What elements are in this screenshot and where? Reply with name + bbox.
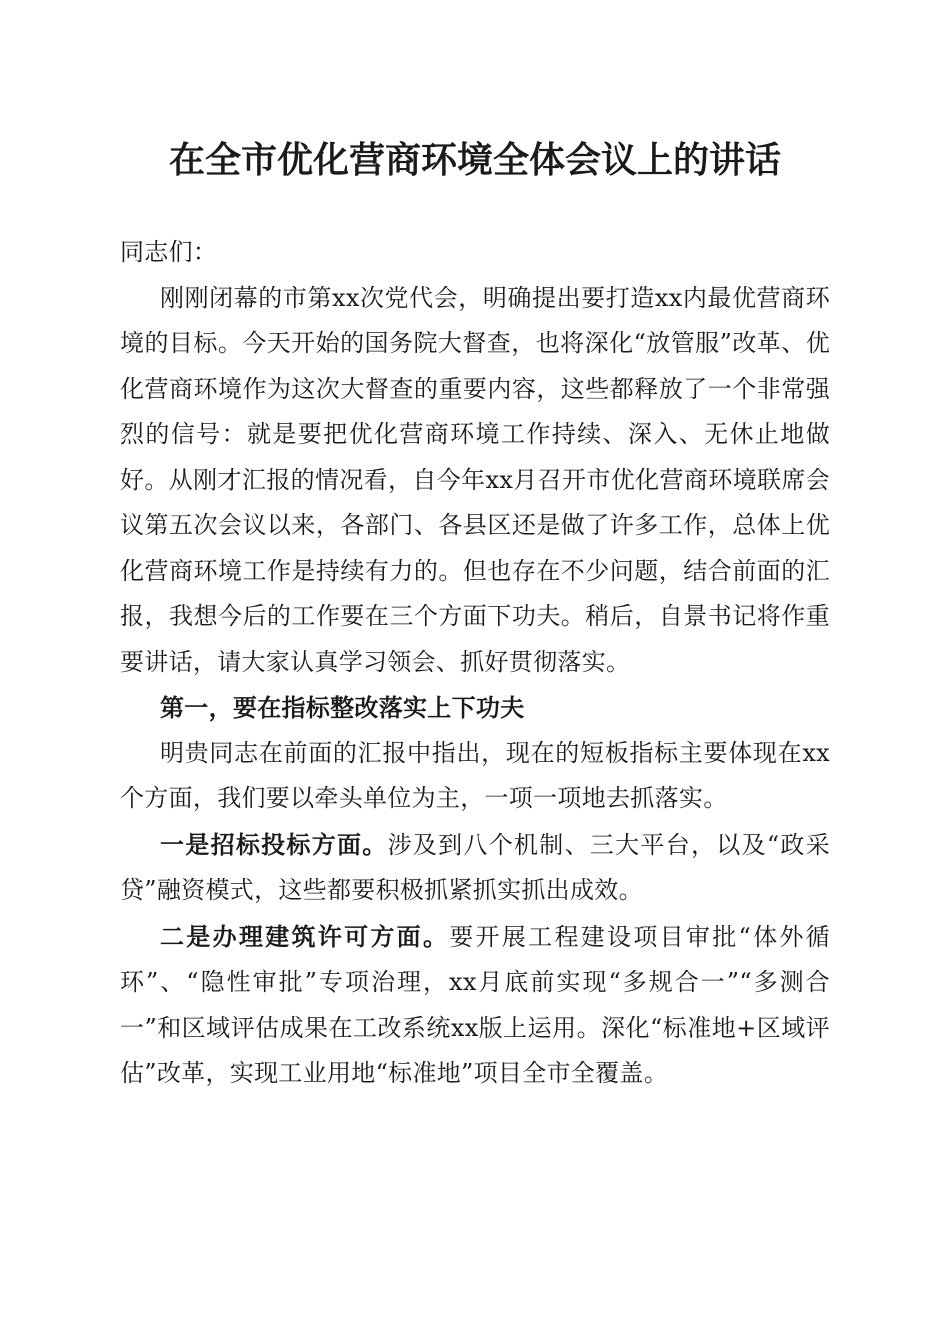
section-1-intro: 明贵同志在前面的汇报中指出，现在的短板指标主要体现在xx个方面，我们要以牵头单位为主，一项一项地去抓落实。 <box>120 738 830 812</box>
intro-paragraph: 刚刚闭幕的市第xx次党代会，明确提出要打造xx内最优营商环境的目标。今天开始的国务院大督查，也将深化“放管服”改革、优化营商环境作为这次大督查的重要内容，这些都释放了一个非常强烈的信号：就是要把优化营商环境工作持续、深入、无休止地做好。从刚才汇报的情况看，自今年xx月召开市优化营商环境联席会议第五次会议以来，各部门、各县区还是做了许多工作，总体上优化营商环境工作是持续有力的。但也存在不少问题，结合前面的汇报，我想今后的工作要在三个方面下功夫。稍后，自景书记将作重要讲话，请大家认真学习领会、抓好贯彻落实。 <box>120 283 830 676</box>
document-body <box>120 230 830 1097</box>
item-2-text: 要开展工程建设项目审批“体外循环”、“隐性审批”专项治理，xx月底前实现“多规合一”“多测合一”和区域评估成果在工改系统xx版上运用。深化“标准地+区域评估”改革，实现工业用地“标准地”项目全市全覆盖。 <box>120 922 830 1087</box>
item-2-paragraph <box>120 914 830 1097</box>
salutation: 同志们： <box>120 238 218 266</box>
item-2-lead: 二是办理建筑许可方面。 <box>160 921 450 951</box>
document-title: 在全市优化营商环境全体会议上的讲话 <box>168 139 781 181</box>
item-1-lead: 一是招标投标方面。 <box>160 829 388 859</box>
item-1-text: 涉及到八个机制、三大平台，以及“政采贷”融资模式，这些都要积极抓紧抓实抓出成效。 <box>120 830 831 904</box>
section-1-heading: 第一，要在指标整改落实上下功夫 <box>160 693 525 722</box>
item-1-paragraph <box>120 822 830 914</box>
